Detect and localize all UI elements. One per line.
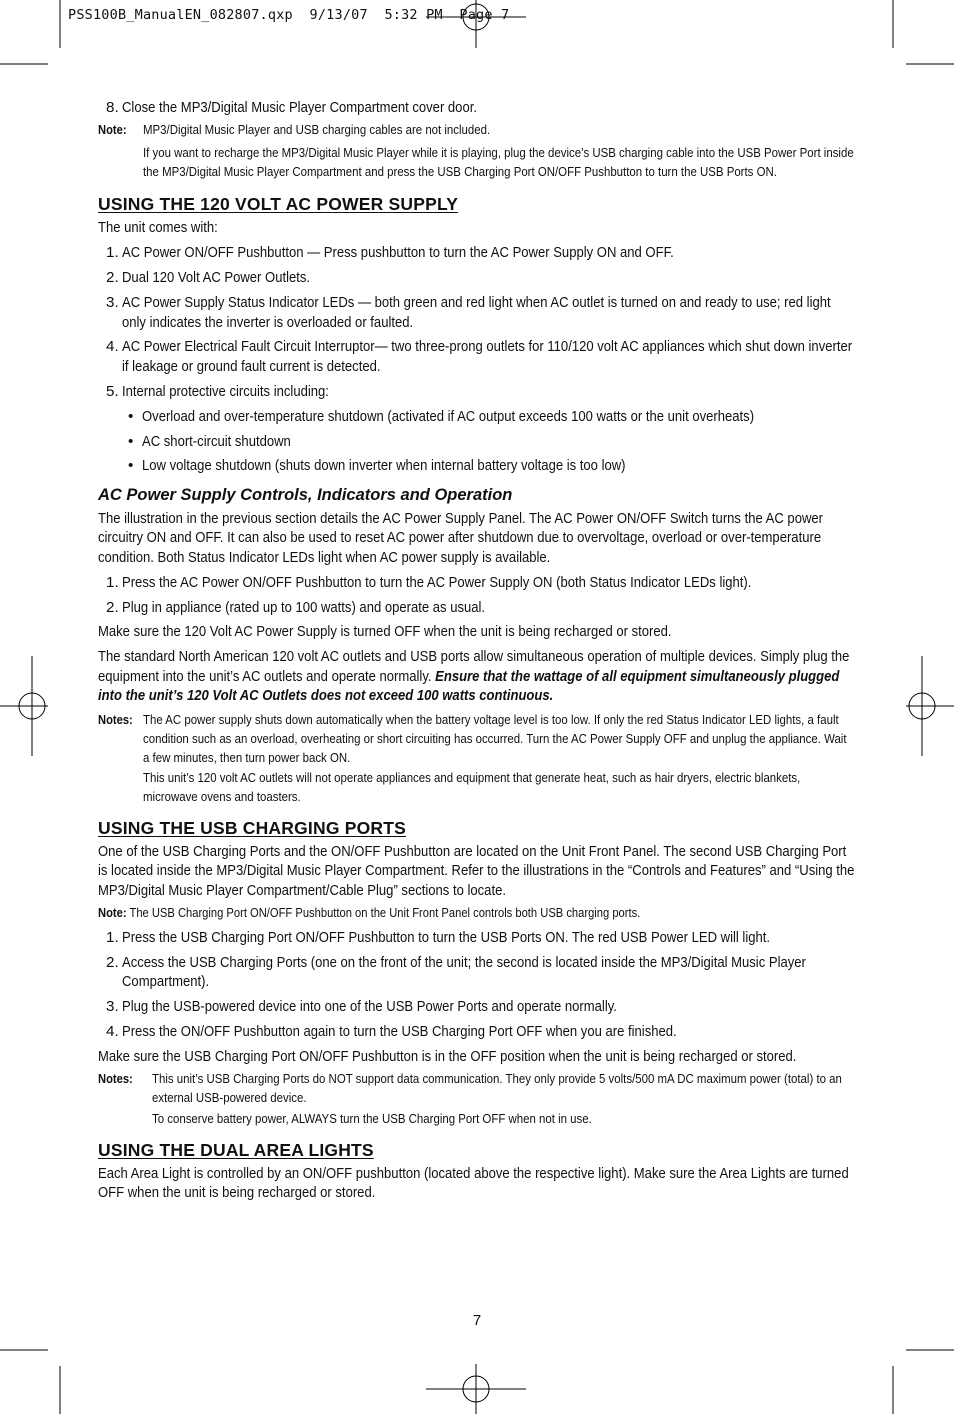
usb-step-4: 4. Press the ON/OFF Pushbutton again to turn the USB Charging Port OFF when you are finished. (106, 1022, 677, 1040)
usb-section-heading: USING THE USB CHARGING PORTS (98, 818, 406, 839)
wattage-warning: Ensure that the wattage of all equipment simultaneously plugged into the unit’s 120 Volt AC Outlets does not exceed 100 watts continuous. (98, 667, 840, 705)
lights-paragraph: Each Area Light is controlled by an ON/OFF pushbutton (located above the respective light). Make sure the Area Lights are turned OFF when the unit is being recharged or stored. (98, 1164, 849, 1202)
controls-heading: AC Power Supply Controls, Indicators and Operation (98, 485, 513, 504)
controls-storage-paragraph: Make sure the 120 Volt AC Power Supply is turned OFF when the unit is being recharged or stored. (98, 623, 672, 641)
ac-item-2: 2. Dual 120 Volt AC Power Outlets. (106, 269, 311, 287)
usb-step-1: 1. Press the USB Charging Port ON/OFF Pushbutton to turn the USB Ports ON. The red USB Power LED will light. (106, 928, 771, 946)
usb-storage-paragraph: Make sure the USB Charging Port ON/OFF Pushbutton is in the OFF position when the unit is being recharged or stored. (98, 1047, 797, 1065)
controls-step-1: 1. Press the AC Power ON/OFF Pushbutton to turn the AC Power Supply ON (both Status Indicator LEDs light). (106, 573, 752, 591)
usb-paragraph: One of the USB Charging Ports and the ON/OFF Pushbutton are located on the Unit Front Panel. The second USB Charging Port is located inside the MP3/Digital Music Player Compartment. Refer to the illustrations in the “Controls and Features” and “Using the MP3/Digital Music Player Compartment/Cable Plug” sections to locate. (98, 843, 855, 899)
ac-lead: The unit comes with: (98, 219, 218, 237)
ac-bullet-1: • Overload and over-temperature shutdown (activated if AC output exceeds 100 watts or the unit overheats) (128, 407, 755, 425)
lights-section-heading: USING THE DUAL AREA LIGHTS (98, 1139, 374, 1160)
intro-note: Note: MP3/Digital Music Player and USB charging cables are not included. If you want to recharge the MP3/Digital Music Player while it is playing, plug the device’s USB charging cable into the USB Power Port inside the MP3/Digital Music Player Compartment and press the USB Charging Port ON/OFF Pushbutton to turn the USB Ports ON. (98, 122, 854, 180)
step-8: 8. Close the MP3/Digital Music Player Compartment cover door. (106, 99, 477, 116)
file-slug-line: PSS100B_ManualEN_082807.qxp 9/13/07 5:32 PM Page 7 (68, 7, 510, 23)
usb-notes: Notes: This unit’s USB Charging Ports do NOT support data communication. They only provide 5 volts/500 mA DC maximum power (total) to an external USB-powered device. To conserve battery power, ALWAYS turn the USB Charging Port OFF when not in use. (98, 1071, 842, 1126)
usb-step-2: 2. Access the USB Charging Ports (one on the front of the unit; the second is located inside the MP3/Digital Music Player Compartment). (106, 953, 806, 991)
ac-item-1: 1. AC Power ON/OFF Pushbutton — Press pushbutton to turn the AC Power Supply ON and OFF. (106, 244, 674, 262)
ac-item-4: 4. AC Power Electrical Fault Circuit Interruptor— two three-prong outlets for 110/120 volt AC appliances which shut down inverter if leakage or ground fault current is detected. (106, 338, 853, 375)
ac-section-heading: USING THE 120 VOLT AC POWER SUPPLY (98, 194, 459, 215)
ac-bullet-3: • Low voltage shutdown (shuts down inverter when internal battery voltage is too low) (128, 457, 626, 475)
controls-notes: Notes: The AC power supply shuts down automatically when the battery voltage level is too low. If only the red Status Indicator LED lights, a fault condition such as an overload, overheating or short circuiting has occurred. Turn the AC Power Supply OFF and unplug the appliance. Wait a few minutes, then turn power back ON. This unit’s 120 volt AC outlets will not operate appliances and equipment that generate heat, such as hair dryers, electric blankets, microwave ovens and toasters. (98, 711, 847, 805)
usb-step-3: 3. Plug the USB-powered device into one of the USB Power Ports and operate normally. (106, 997, 617, 1015)
controls-outlets-paragraph: The standard North American 120 volt AC outlets and USB ports allow simultaneous operation of multiple devices. Simply plug the equipment into the unit’s AC outlets and operate normally. Ensure that the wattage of all equipment simultaneously plugged into the unit’s 120 Volt AC Outlets does not exceed 100 watts continuous. (98, 648, 850, 705)
ac-bullet-2: • AC short-circuit shutdown (128, 432, 291, 450)
usb-note: Note: The USB Charging Port ON/OFF Pushbutton on the Unit Front Panel controls both USB charging ports. (98, 905, 641, 921)
controls-step-2: 2. Plug in appliance (rated up to 100 watts) and operate as usual. (106, 598, 486, 616)
ac-item-5: 5. Internal protective circuits including: (106, 382, 329, 400)
ac-item-3: 3. AC Power Supply Status Indicator LEDs — both green and red light when AC outlet is turned on and ready to use; red light only indicates the inverter is overloaded or faulted. (106, 294, 831, 331)
manual-page (98, 98, 858, 1203)
controls-paragraph: The illustration in the previous section details the AC Power Supply Panel. The AC Power ON/OFF Switch turns the AC power circuitry ON and OFF. It can also be used to reset AC power after shutdown due to overvoltage, overload or over-temperature condition. Both Status Indicator LEDs light when AC power supply is available. (98, 509, 824, 566)
page-number: 7 (472, 1312, 482, 1329)
